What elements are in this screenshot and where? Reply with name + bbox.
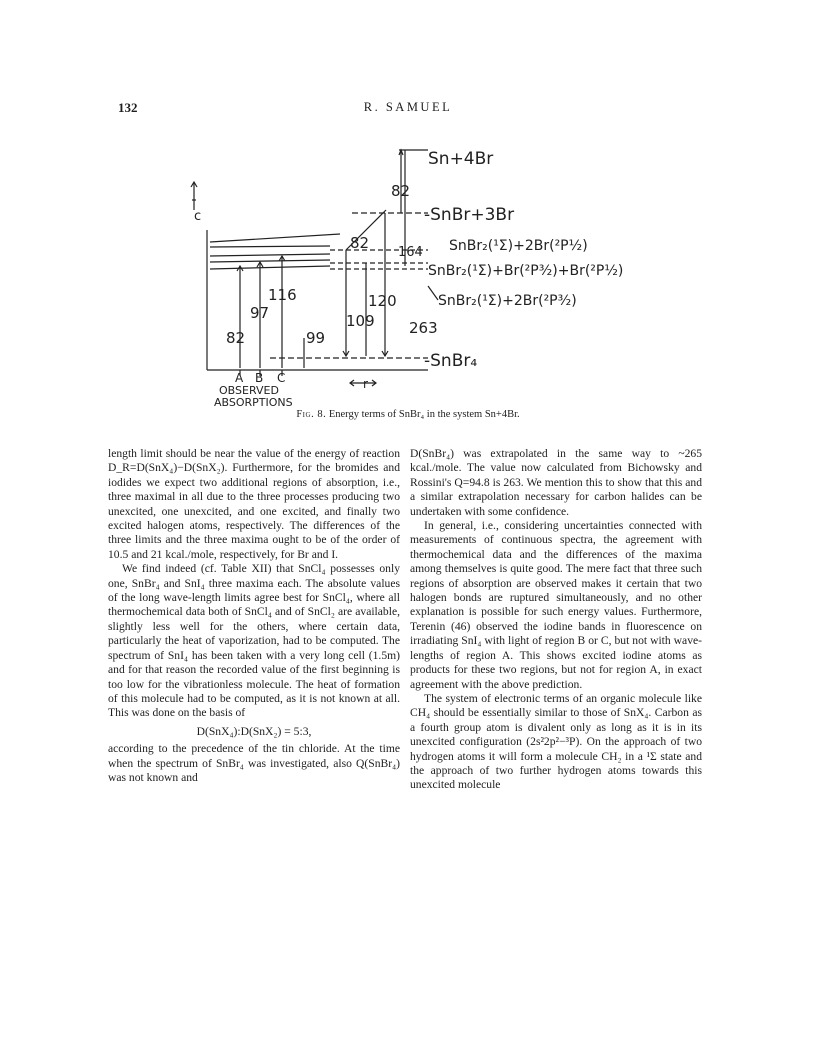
level-snbr2-a: SnBr₂(¹Σ)+2Br(²P½): [449, 238, 588, 254]
value-164: 164: [398, 245, 423, 260]
x-axis-label: r: [363, 377, 368, 391]
right-paragraph-3: The system of electronic terms of an organic molecule like CH₄ should be essentially similar to those of SnX₄. Carbon as a fourth group atom is divalent only as long as it is in its unexcited configuration (2s²2p²−³P). On the approach of two hydrogen atoms it will form a molecule CH₂ in a ¹Σ state and the approach of two further hydrogen atoms towards this unexcited molecule: [410, 691, 702, 792]
level-sn-4br: Sn+4Br: [428, 149, 494, 169]
page-number: 132: [118, 100, 138, 115]
page-header: [118, 100, 698, 120]
level-snbr2-c: SnBr₂(¹Σ)+2Br(²P³⁄₂): [438, 293, 577, 309]
absorptions-label: ABSORPTIONS: [214, 396, 293, 409]
value-82-top: 82: [391, 182, 411, 200]
left-column: [108, 447, 400, 785]
absorption-label-c: C: [277, 371, 286, 385]
ratio-equation: D(SnX₄):D(SnX₂) = 5:3,: [196, 724, 312, 738]
value-109: 109: [346, 312, 375, 330]
value-99: 99: [306, 329, 326, 347]
value-263: 263: [409, 319, 438, 337]
value-82-left: 82: [226, 329, 246, 347]
value-116: 116: [268, 286, 297, 304]
right-paragraph-2: In general, i.e., considering uncertainties connected with measurements of continuous spectra, the agreement with thermochemical data and the differences of the maxima among themselves is quite good. The mere fact that three such regions of absorption are observed makes it certain that two halogen bonds are ruptured simultaneously, and no other explanation is possible for such energy values. Furthermore, Terenin (46) observed the iodine bands in fluorescence on irradiating SnI₄ with light of region B or C, but not with wave-lengths of region A. This shows excited iodine atoms as products for these two regions, but not for region A, in exact agreement with the above prediction.: [410, 519, 702, 691]
left-paragraph-3: according to the precedence of the tin chloride. At the time when the spectrum of SnBr₄ was investigated, also Q(SnBr₄) was not known and: [108, 742, 400, 784]
y-axis-label: c: [194, 209, 202, 224]
right-paragraph-1: D(SnBr₄) was extrapolated in the same way to ~265 kcal./mole. The value now calculated from Bichowsky and Rossini's Q=94.8 is 263. We mention this to show that this and a similar extrapolation necessary for carbon halides can be undertaken with some confidence.: [410, 447, 702, 518]
level-snbr-3br: -SnBr+3Br: [424, 205, 515, 225]
running-head: R. SAMUEL: [363, 100, 453, 114]
observed-label: OBSERVED: [219, 384, 279, 397]
figure-caption: [118, 409, 698, 420]
energy-diagram-figure: [170, 138, 670, 410]
value-97: 97: [250, 304, 270, 322]
absorption-label-b: B: [255, 371, 264, 385]
left-paragraph-2: We find indeed (cf. Table XII) that SnCl₄ possesses only one, SnBr₄ and SnI₄ three maxima each. The absolute values of the long wave-length limits agree best for SnCl₄, where all thermochemical data both of SnCl₄ and of SnCl₂ are available, slightly less well for the others, where certain data, particularly the heat of vaporization, had to be computed. The spectrum of SnI₄ has been taken with a very long cell (1.5m) and for that reason the recorded value of the first beginning is too low for the vibrationless molecule. The heat of formation of this molecule had to be computed, as it is not known at all. This was done on the basis of: [108, 562, 400, 720]
level-snbr4: -SnBr₄: [424, 351, 478, 371]
absorption-label-a: A: [235, 371, 244, 385]
figure-caption-text: Energy terms of SnBr₄ in the system Sn+4Br.: [328, 409, 520, 420]
right-column: [410, 447, 702, 793]
level-snbr2-b: SnBr₂(¹Σ)+Br(²P³⁄₂)+Br(²P½): [428, 263, 624, 279]
value-82-mid: 82: [350, 234, 370, 252]
left-paragraph-1: length limit should be near the value of the energy of reaction D_R=D(SnX₄)−D(SnX₂). Furthermore, for the bromides and iodides we expect two additional regions of absorption, i.e., three maximal in all due to the three processes producing two unexcited, one unexcited, and one excited, and finally two excited halogen atoms, respectively. The differences of the three limits and the three maxima ought to be of the order of 10.5 and 21 kcal./mole, respectively, for Br and I.: [108, 447, 400, 561]
value-120: 120: [368, 292, 397, 310]
figure-caption-label: Fig. 8.: [296, 409, 327, 420]
energy-diagram: [170, 138, 670, 410]
